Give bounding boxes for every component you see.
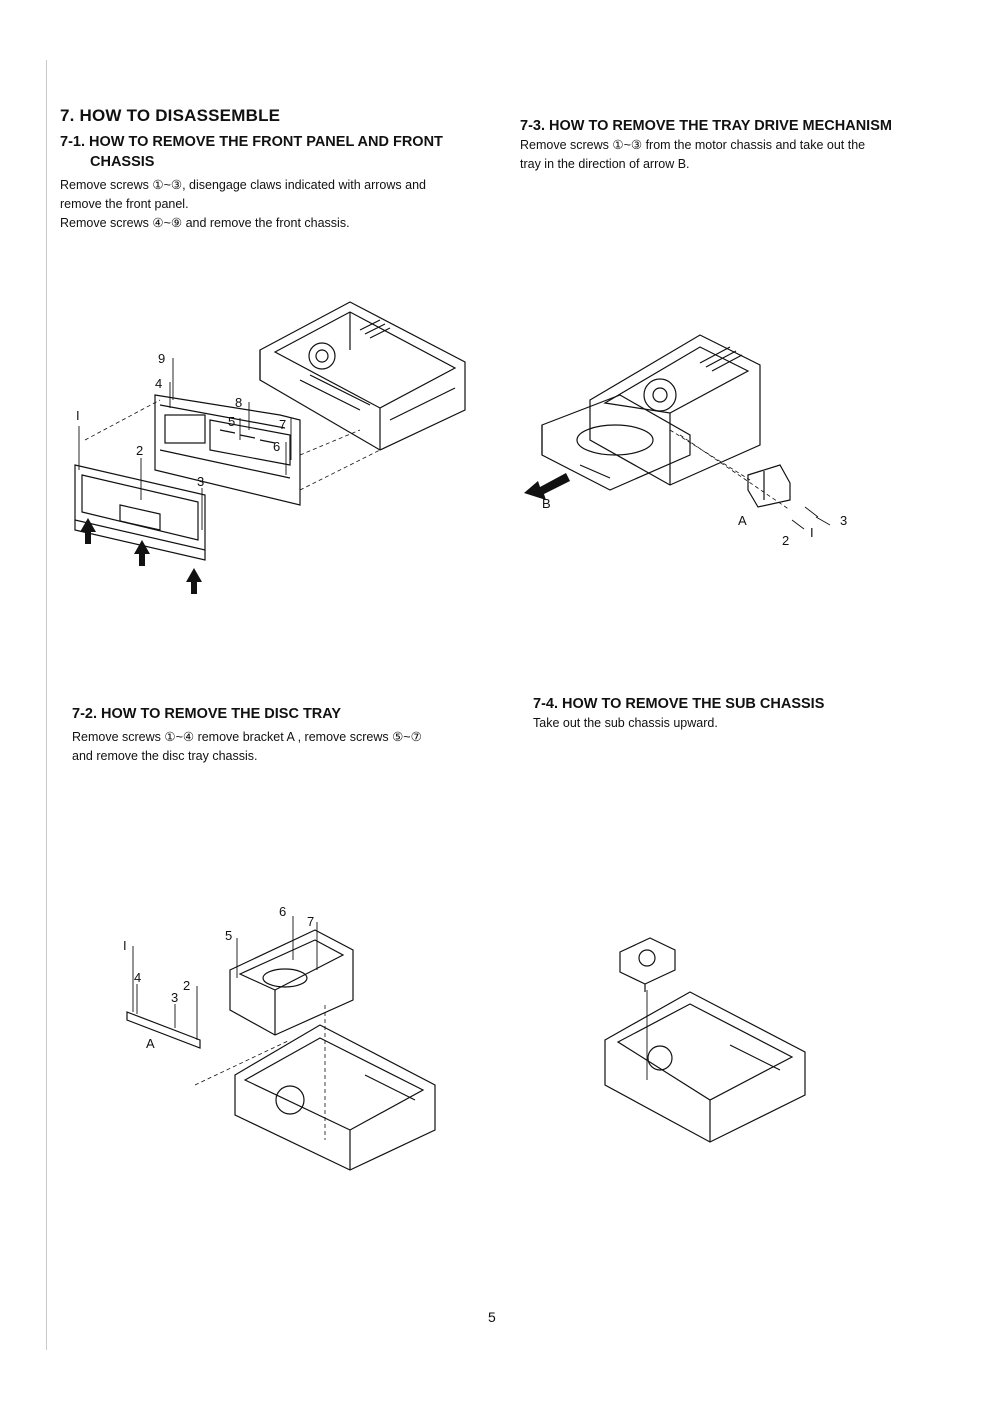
screw-label-6: 6 (273, 439, 281, 454)
main-heading: 7. HOW TO DISASSEMBLE (60, 106, 281, 125)
figure-sub-chassis-diagram (600, 930, 810, 1145)
screw-label-4: 4 (155, 376, 163, 391)
section-7-4-title: 7-4. HOW TO REMOVE THE SUB CHASSIS (533, 696, 825, 712)
section-7-4 (533, 694, 953, 733)
section-7-3-title: 7-3. HOW TO REMOVE THE TRAY DRIVE MECHANISM (520, 118, 892, 134)
label-a: A (738, 513, 747, 528)
figure-front-panel-diagram (60, 290, 480, 600)
claw-arrows (80, 518, 202, 594)
section-7-4-text-line1: Take out the sub chassis upward. (533, 716, 718, 730)
screw-label-7: 7 (279, 417, 287, 432)
screw-label-7: 7 (307, 914, 315, 929)
screw-label-1: I (810, 525, 814, 540)
label-b: B (542, 496, 551, 511)
screw-label-1: I (123, 938, 127, 953)
section-7-3-text-line2: tray in the direction of arrow B. (520, 157, 690, 171)
main-chassis-lower (235, 1025, 435, 1170)
screw-label-2: 2 (136, 443, 144, 458)
main-chassis-base (605, 992, 805, 1142)
section-7-3 (520, 116, 940, 174)
screw-label-2: 2 (183, 978, 191, 993)
figure-tray-drive-diagram (520, 295, 880, 575)
screw-label-2: 2 (782, 533, 790, 548)
section-7-1-text-line1: Remove screws ①~③, disengage claws indicated with arrows and (60, 178, 426, 192)
screw-label-3: 3 (171, 990, 179, 1005)
disc-tray-guide-lines (195, 1005, 325, 1140)
section-7-2-text-line1: Remove screws ①~④ remove bracket A , remove screws ⑤~⑦ (72, 730, 422, 744)
motor-bracket (748, 465, 790, 507)
screw-label-3: 3 (840, 513, 848, 528)
section-7-1-text-line2: remove the front panel. (60, 197, 189, 211)
page-number: 5 (488, 1309, 496, 1325)
section-7-2-text-line2: and remove the disc tray chassis. (72, 749, 258, 763)
screw-label-5: 5 (228, 414, 236, 429)
section-7-1-text-line3: Remove screws ④~⑨ and remove the front chassis. (60, 216, 350, 230)
sub-chassis-mechanism (620, 938, 675, 992)
figure-disc-tray-diagram (115, 900, 445, 1170)
section-7-2 (72, 704, 502, 766)
tray-guide-lines (670, 430, 790, 510)
section-7-1-title-line1: 7-1. HOW TO REMOVE THE FRONT PANEL AND FRONT (60, 134, 443, 150)
section-7-1 (60, 106, 490, 233)
section-7-2-title: 7-2. HOW TO REMOVE THE DISC TRAY (72, 706, 342, 722)
screw-label-1: I (76, 408, 80, 423)
motor-chassis (590, 335, 760, 485)
bracket-a (127, 1012, 200, 1048)
label-a: A (146, 1036, 155, 1051)
screw-label-4: 4 (134, 970, 142, 985)
section-7-3-text-line1: Remove screws ①~③ from the motor chassis and take out the (520, 138, 866, 152)
screw-label-9: 9 (158, 351, 166, 366)
disc-tray-chassis (230, 930, 353, 1035)
screw-label-8: 8 (235, 395, 243, 410)
screw-label-5: 5 (225, 928, 233, 943)
screw-label-3: 3 (197, 474, 205, 489)
screw-label-6: 6 (279, 904, 287, 919)
screw-leaders (79, 358, 291, 530)
left-binding-rule (46, 60, 47, 1350)
section-7-1-title-line2: CHASSIS (90, 154, 155, 170)
